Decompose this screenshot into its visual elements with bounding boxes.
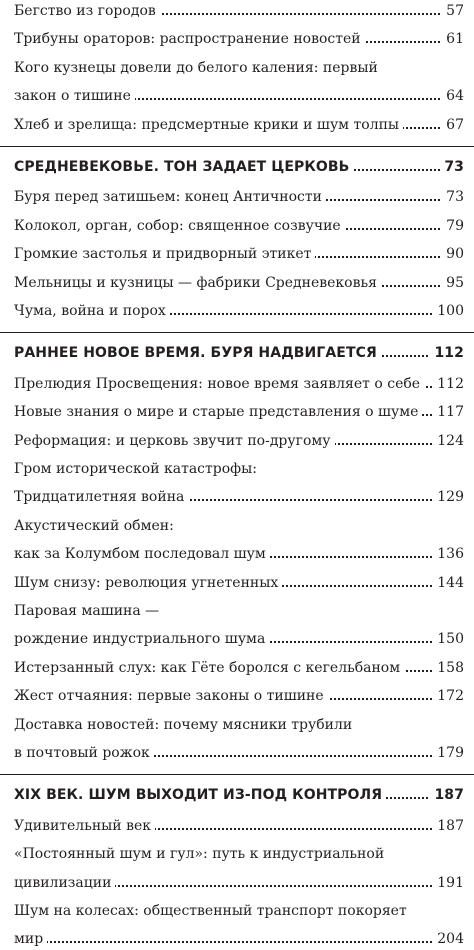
entry-title: Буря перед затишьем: конец Античности xyxy=(14,189,326,205)
entry-title: Доставка новостей: почему мясники трубили xyxy=(14,717,356,733)
toc-entry[interactable] xyxy=(14,681,464,707)
toc-entry[interactable] xyxy=(14,624,464,650)
toc-entry-line xyxy=(14,839,464,865)
entry-title: Тридцатилетняя война xyxy=(14,489,188,505)
toc-entry[interactable] xyxy=(14,110,464,136)
toc-entry[interactable] xyxy=(14,924,464,950)
section-divider xyxy=(0,146,474,147)
entry-title: Шум снизу: революция угнетенных xyxy=(14,575,282,591)
toc-entry-line xyxy=(14,896,464,922)
entry-title: Жест отчаяния: первые законы о тишине xyxy=(14,688,328,704)
entry-title: Громкие застолья и придворный этикет xyxy=(14,246,315,262)
entry-title: Прелюдия Просвещения: новое время заявляет о себе xyxy=(14,376,424,392)
toc-entry-line xyxy=(14,710,464,736)
section-title: XIX ВЕК. ШУМ ВЫХОДИТ ИЗ-ПОД КОНТРОЛЯ xyxy=(14,787,386,803)
dot-leader xyxy=(14,941,464,943)
page-number: 112 xyxy=(430,345,464,361)
page-number: 67 xyxy=(442,117,464,133)
entry-title: Трибуны ораторов: распространение новостей xyxy=(14,31,365,47)
entry-title: Гром исторической катастрофы: xyxy=(14,461,261,477)
toc-entry[interactable] xyxy=(14,24,464,50)
entry-title: Паровая машина — xyxy=(14,603,163,619)
entry-title: Акустический обмен: xyxy=(14,518,178,534)
section-title: РАННЕЕ НОВОЕ ВРЕМЯ. БУРЯ НАДВИГАЕТСЯ xyxy=(14,345,381,361)
entry-title: как за Колумбом последовал шум xyxy=(14,546,270,562)
toc-entry[interactable] xyxy=(14,868,464,894)
page-number: 150 xyxy=(433,631,464,647)
page-number: 61 xyxy=(442,31,464,47)
toc-entry[interactable] xyxy=(14,653,464,679)
toc-entry[interactable] xyxy=(14,296,464,322)
section-divider xyxy=(0,774,474,775)
entry-title: цивилизации xyxy=(14,875,115,891)
toc-entry[interactable] xyxy=(14,81,464,107)
entry-title: Кого кузнецы довели до белого каления: первый xyxy=(14,60,382,76)
page-number: 79 xyxy=(442,218,464,234)
toc-entry[interactable] xyxy=(14,397,464,423)
entry-title: мир xyxy=(14,931,47,947)
entry-title: Бегство из городов xyxy=(14,3,160,19)
toc-entry-line xyxy=(14,53,464,79)
page-number: 172 xyxy=(433,688,464,704)
toc-entry[interactable] xyxy=(14,482,464,508)
entry-title: «Постоянный шум и гул»: путь к индустриальной xyxy=(14,846,388,862)
toc-section-heading[interactable] xyxy=(14,780,464,806)
entry-title: рождение индустриального шума xyxy=(14,631,269,647)
entry-title: закон о тишине xyxy=(14,88,135,104)
entry-title: Мельницы и кузницы — фабрики Средневековья xyxy=(14,275,381,291)
entry-title: в почтовый рожок xyxy=(14,745,154,761)
page-number: 158 xyxy=(433,660,464,676)
toc-section-heading[interactable] xyxy=(14,152,464,178)
entry-title: Колокол, орган, собор: священное созвучие xyxy=(14,218,345,234)
entry-title: Новые знания о мире и старые представления о шуме xyxy=(14,404,422,420)
toc-entry[interactable] xyxy=(14,369,464,395)
toc-entry[interactable] xyxy=(14,239,464,265)
entry-title: Шум на колесах: общественный транспорт покоряет xyxy=(14,903,411,919)
page-number: 136 xyxy=(433,546,464,562)
page-number: 90 xyxy=(442,246,464,262)
entry-title: Реформация: и церковь звучит по-другому xyxy=(14,433,335,449)
toc-entry-line xyxy=(14,511,464,537)
toc-entry-line xyxy=(14,596,464,622)
page-number: 187 xyxy=(430,787,464,803)
page-number: 100 xyxy=(433,303,464,319)
page-number: 64 xyxy=(442,88,464,104)
entry-title: Истерзанный слух: как Гёте боролся с кегельбаном xyxy=(14,660,404,676)
page-number: 187 xyxy=(433,818,464,834)
section-title: СРЕДНЕВЕКОВЬЕ. ТОН ЗАДАЕТ ЦЕРКОВЬ xyxy=(14,159,353,175)
page-number: 95 xyxy=(442,275,464,291)
page-number: 179 xyxy=(433,745,464,761)
toc-entry[interactable] xyxy=(14,0,464,22)
entry-title: Чума, война и порох xyxy=(14,303,170,319)
toc-entry[interactable] xyxy=(14,811,464,837)
toc-section-heading[interactable] xyxy=(14,338,464,364)
page-number: 144 xyxy=(433,575,464,591)
toc-entry[interactable] xyxy=(14,426,464,452)
section-divider xyxy=(0,332,474,333)
toc-entry[interactable] xyxy=(14,211,464,237)
page-number: 57 xyxy=(442,3,464,19)
toc-entry[interactable] xyxy=(14,182,464,208)
page-number: 191 xyxy=(433,875,464,891)
entry-title: Хлеб и зрелища: предсмертные крики и шум толпы xyxy=(14,117,403,133)
toc-entry[interactable] xyxy=(14,738,464,764)
page-number: 204 xyxy=(433,931,464,947)
toc-entry-line xyxy=(14,454,464,480)
toc-entry[interactable] xyxy=(14,268,464,294)
page-number: 112 xyxy=(433,376,464,392)
toc-entry[interactable] xyxy=(14,539,464,565)
page-number: 117 xyxy=(433,404,464,420)
page-number: 73 xyxy=(442,189,464,205)
entry-title: Удивительный век xyxy=(14,818,155,834)
page-number: 129 xyxy=(433,489,464,505)
page-number: 73 xyxy=(440,159,464,175)
toc-entry[interactable] xyxy=(14,568,464,594)
page-number: 124 xyxy=(433,433,464,449)
